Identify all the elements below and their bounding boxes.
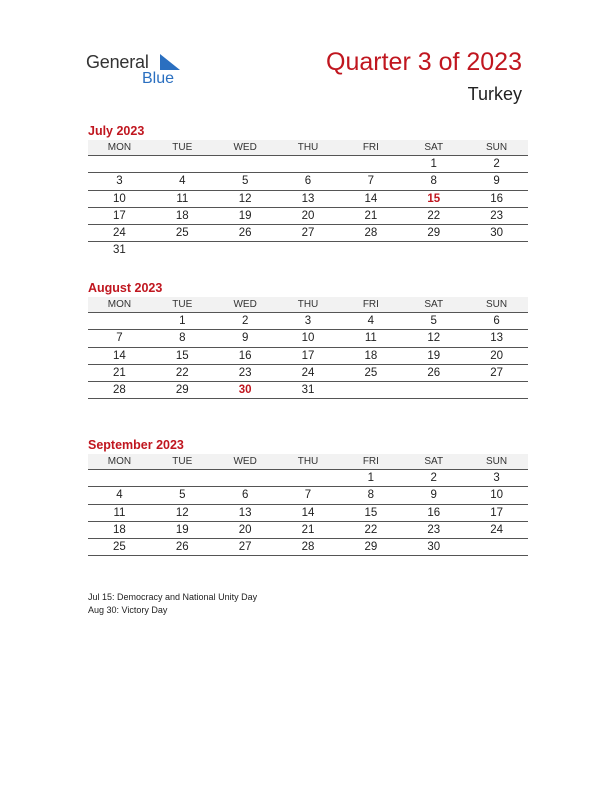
empty-day-cell (465, 382, 528, 398)
weekday-label: TUE (172, 142, 193, 153)
day-cell: 3 (493, 472, 500, 484)
empty-day-cell (88, 470, 151, 486)
day-cell: 10 (113, 192, 126, 205)
weekday-label: FRI (362, 456, 379, 467)
day-cell: 21 (113, 366, 126, 379)
day-cell: 12 (238, 192, 252, 205)
month-title: August 2023 (88, 281, 163, 295)
empty-day-cell (402, 382, 465, 398)
day-cell: 30 (238, 384, 252, 397)
day-cell: 18 (175, 209, 189, 222)
day-cell: 7 (116, 332, 123, 345)
empty-day-cell (214, 242, 277, 259)
weekday-label: MON (107, 299, 132, 310)
day-cell: 29 (364, 541, 378, 554)
day-cell: 11 (364, 332, 377, 345)
day-cell: 14 (301, 506, 315, 519)
logo-blue-text: Blue (142, 70, 175, 87)
week-row (88, 470, 528, 487)
day-cell: 3 (116, 175, 123, 188)
week-row (88, 225, 528, 242)
empty-day-cell (88, 156, 151, 172)
empty-day-cell (151, 470, 214, 486)
day-cell: 1 (179, 315, 186, 327)
day-cell: 29 (427, 227, 441, 240)
day-cell: 27 (490, 366, 503, 379)
day-cell: 18 (113, 523, 126, 536)
day-cell: 23 (490, 209, 503, 222)
day-cell: 3 (304, 315, 312, 327)
day-cell: 14 (364, 192, 378, 205)
day-cell: 2 (241, 315, 249, 327)
day-cell: 11 (176, 192, 189, 205)
day-cell: 13 (301, 192, 315, 205)
day-cell: 22 (364, 523, 378, 536)
logo (86, 52, 196, 92)
day-cell: 8 (179, 332, 186, 345)
day-cell: 17 (490, 506, 503, 519)
weekday-header-row (88, 140, 528, 156)
day-cell: 6 (241, 489, 249, 502)
empty-day-cell (151, 242, 214, 259)
week-row (88, 191, 528, 208)
day-cell: 19 (427, 349, 441, 362)
day-cell: 24 (490, 523, 503, 536)
day-cell: 26 (175, 541, 189, 554)
day-cell: 7 (304, 489, 312, 502)
week-row (88, 365, 528, 382)
holiday-note: Jul 15: Democracy and National Unity Day (88, 592, 258, 602)
month-july (88, 122, 528, 260)
empty-day-cell (151, 156, 214, 172)
weekday-label: SUN (486, 456, 508, 467)
empty-day-cell (465, 242, 528, 259)
empty-day-cell (402, 242, 465, 259)
day-cell: 5 (241, 175, 249, 188)
weekday-label: WED (233, 142, 257, 153)
day-cell: 25 (113, 541, 126, 554)
day-cell: 22 (427, 209, 441, 222)
weekday-label: SUN (486, 142, 508, 153)
day-cell: 30 (490, 227, 503, 240)
day-cell: 25 (175, 227, 189, 240)
weekday-label: THU (297, 299, 319, 310)
day-cell: 11 (113, 506, 126, 519)
day-cell: 17 (301, 349, 315, 362)
empty-day-cell (277, 242, 340, 259)
day-cell: 15 (364, 506, 378, 519)
day-cell: 8 (430, 175, 437, 188)
day-cell: 9 (430, 489, 437, 502)
empty-day-cell (339, 156, 402, 172)
day-cell: 12 (175, 506, 189, 519)
weekday-label: TUE (172, 299, 193, 310)
day-cell: 15 (427, 192, 441, 205)
day-cell: 14 (113, 349, 126, 362)
calendar-grid (88, 454, 528, 556)
day-cell: 19 (175, 523, 189, 536)
empty-day-cell (465, 539, 528, 555)
day-cell: 15 (175, 349, 189, 362)
calendar-grid (88, 297, 528, 399)
week-row (88, 313, 528, 330)
weekday-label: THU (297, 142, 319, 153)
day-cell: 5 (179, 489, 186, 502)
day-cell: 29 (175, 384, 189, 397)
week-row (88, 348, 528, 365)
week-row (88, 487, 528, 504)
day-cell: 10 (490, 489, 503, 502)
week-row (88, 382, 528, 399)
week-row (88, 539, 528, 556)
country-name: Turkey (467, 84, 522, 104)
weekday-label: FRI (362, 142, 379, 153)
day-cell: 23 (238, 366, 252, 379)
week-row (88, 522, 528, 539)
day-cell: 9 (241, 332, 249, 345)
weekday-label: MON (107, 142, 132, 153)
day-cell: 6 (493, 315, 500, 327)
month-august (88, 279, 528, 399)
day-cell: 13 (490, 332, 503, 345)
day-cell: 16 (490, 192, 503, 205)
day-cell: 21 (301, 523, 315, 536)
weekday-label: WED (233, 299, 257, 310)
day-cell: 16 (238, 349, 252, 362)
day-cell: 24 (301, 366, 315, 379)
day-cell: 2 (430, 472, 437, 484)
day-cell: 25 (364, 366, 378, 379)
day-cell: 16 (427, 506, 441, 519)
weekday-label: SAT (424, 299, 444, 310)
day-cell: 30 (427, 541, 441, 554)
empty-day-cell (214, 156, 277, 172)
weekday-label: WED (233, 456, 257, 467)
month-title: July 2023 (88, 124, 145, 138)
holiday-notes (88, 591, 257, 616)
week-row (88, 208, 528, 225)
day-cell: 9 (493, 175, 500, 188)
empty-day-cell (214, 470, 277, 486)
week-row (88, 156, 528, 173)
weekday-label: SAT (424, 142, 444, 153)
week-row (88, 330, 528, 347)
day-cell: 12 (427, 332, 441, 345)
day-cell: 1 (430, 158, 437, 170)
day-cell: 27 (238, 541, 252, 554)
day-cell: 22 (175, 366, 189, 379)
day-cell: 28 (113, 384, 126, 397)
day-cell: 26 (238, 227, 252, 240)
day-cell: 5 (430, 315, 437, 327)
day-cell: 19 (238, 209, 252, 222)
weekday-label: MON (107, 456, 132, 467)
day-cell: 28 (301, 541, 315, 554)
holiday-note: Aug 30: Victory Day (88, 604, 168, 615)
day-cell: 31 (113, 244, 126, 257)
day-cell: 17 (113, 209, 126, 222)
empty-day-cell (277, 156, 340, 172)
weekday-label: SAT (424, 456, 444, 467)
week-row (88, 505, 528, 522)
week-row (88, 173, 528, 190)
day-cell: 26 (427, 366, 441, 379)
day-cell: 20 (238, 523, 252, 536)
week-row (88, 242, 528, 259)
weekday-header-row (88, 454, 528, 470)
empty-day-cell (88, 313, 151, 329)
day-cell: 6 (304, 175, 312, 188)
day-cell: 31 (301, 384, 315, 397)
day-cell: 4 (116, 489, 123, 502)
page-title: Quarter 3 of 2023 (326, 48, 522, 76)
empty-day-cell (339, 382, 402, 398)
weekday-label: THU (297, 456, 319, 467)
day-cell: 1 (367, 472, 375, 484)
day-cell: 4 (179, 175, 186, 188)
day-cell: 20 (490, 349, 503, 362)
day-cell: 28 (364, 227, 378, 240)
weekday-label: SUN (486, 299, 508, 310)
day-cell: 27 (301, 227, 315, 240)
day-cell: 21 (364, 209, 378, 222)
day-cell: 8 (367, 489, 375, 502)
day-cell: 13 (238, 506, 252, 519)
day-cell: 4 (367, 315, 375, 327)
day-cell: 2 (493, 158, 500, 170)
day-cell: 7 (367, 175, 375, 188)
month-september (88, 436, 528, 556)
month-title: September 2023 (88, 438, 184, 452)
day-cell: 20 (301, 209, 315, 222)
day-cell: 10 (301, 332, 315, 345)
day-cell: 23 (427, 523, 441, 536)
calendar-grid (88, 140, 528, 260)
weekday-label: TUE (172, 456, 193, 467)
empty-day-cell (277, 470, 340, 486)
weekday-header-row (88, 297, 528, 313)
day-cell: 24 (113, 227, 126, 240)
day-cell: 18 (364, 349, 378, 362)
weekday-label: FRI (362, 299, 379, 310)
logo-general-text: General (86, 52, 149, 72)
empty-day-cell (339, 242, 402, 259)
